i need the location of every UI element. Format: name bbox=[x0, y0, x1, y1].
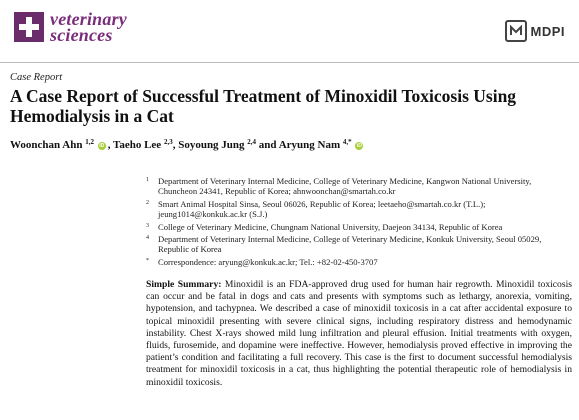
author-name: Woonchan Ahn bbox=[10, 139, 83, 151]
orcid-icon[interactable]: iD bbox=[356, 143, 362, 149]
affiliation-number: 4 bbox=[146, 235, 149, 242]
mdpi-logo-icon bbox=[505, 20, 527, 42]
journal-name-line-1: veterinary bbox=[50, 9, 127, 29]
correspondence-text: Correspondence: aryung@konkuk.ac.kr; Tel.: +82-02-450-3707 bbox=[158, 256, 378, 267]
author-list bbox=[10, 138, 365, 151]
affiliation-item bbox=[146, 199, 572, 220]
author-name: Soyoung Jung bbox=[178, 139, 245, 151]
cross-plus-icon bbox=[14, 12, 44, 42]
simple-summary-text: Minoxidil is an FDA-approved drug used for human hair regrowth. Minoxidil toxicosis can occur and be fatal in dogs and cats and presents with symptoms such as lethargy, anorexia, vomiting, hypotension, and tachypnea. We described a case of minoxidil toxicosis in a cat after accidental exposure to topical minoxidil presenting with severe clinical signs, including respiratory distress and hemodynamic instability. Chest X-rays showed mild lung infiltration and pleural effusion. Initial treatments with oxygen, fluids, furosemide, and dopamine were ineffective. However, hemodialysis proved effective in improving the patient’s condition and facilitating a full recovery. This case is the first to document successful hemodialysis treatment for minoxidil toxicosis in a cat, thus highlighting the potential therapeutic role of hemodialysis in minoxidil toxicosis. bbox=[146, 279, 572, 388]
author-separator: , bbox=[107, 139, 114, 151]
author-affiliation-ref: 2,4 bbox=[247, 138, 257, 146]
publisher-logo bbox=[505, 20, 566, 42]
affiliation-item bbox=[146, 222, 572, 232]
affiliation-text: Department of Veterinary Internal Medicine, College of Veterinary Medicine, Konkuk University, Seoul 05029, Republic of Korea bbox=[158, 234, 542, 255]
simple-summary-label: Simple Summary: bbox=[146, 279, 222, 290]
author-name: Taeho Lee bbox=[113, 139, 162, 151]
article-title: A Case Report of Successful Treatment of Minoxidil Toxicosis Using Hemodialysis in a Cat bbox=[10, 86, 517, 126]
author-separator: , bbox=[172, 139, 179, 151]
affiliation-number: 1 bbox=[146, 177, 149, 183]
affiliation-item bbox=[146, 176, 572, 197]
correspondence-item bbox=[146, 257, 572, 267]
orcid-icon[interactable]: iD bbox=[99, 143, 105, 149]
affiliation-list bbox=[146, 176, 572, 269]
author-conjunction: and bbox=[256, 139, 279, 151]
correspondence-marker: * bbox=[146, 257, 149, 264]
affiliation-number: 3 bbox=[146, 222, 149, 229]
article-type: Case Report bbox=[10, 72, 63, 83]
journal-name-line-2: sciences bbox=[50, 25, 113, 45]
author-affiliation-ref: 2,3 bbox=[163, 138, 173, 146]
author-affiliation-ref: 4,* bbox=[342, 138, 352, 146]
affiliation-number: 2 bbox=[146, 199, 149, 206]
author-affiliation-ref: 1,2 bbox=[85, 138, 94, 146]
affiliation-item bbox=[146, 234, 572, 255]
affiliation-text: Smart Animal Hospital Sinsa, Seoul 06026, Republic of Korea; leetaeho@smartah.co.kr (T.L.); jeung1014@konkuk.ac.kr (S.J.) bbox=[158, 198, 486, 220]
affiliation-text: Department of Veterinary Internal Medicine, College of Veterinary Medicine, Kangwon National University, Chuncheon 24341, Republic of Korea; ahnwoonchan@smartah.co.kr bbox=[158, 176, 532, 197]
simple-summary bbox=[146, 279, 572, 389]
journal-header bbox=[0, 0, 579, 62]
author-name: Aryung Nam bbox=[278, 139, 341, 151]
affiliation-text: College of Veterinary Medicine, Chungnam National University, Daejeon 34134, Republic of Korea bbox=[158, 221, 503, 232]
publisher-name: MDPI bbox=[530, 23, 565, 39]
header-divider bbox=[0, 62, 579, 63]
journal-name bbox=[50, 11, 127, 43]
